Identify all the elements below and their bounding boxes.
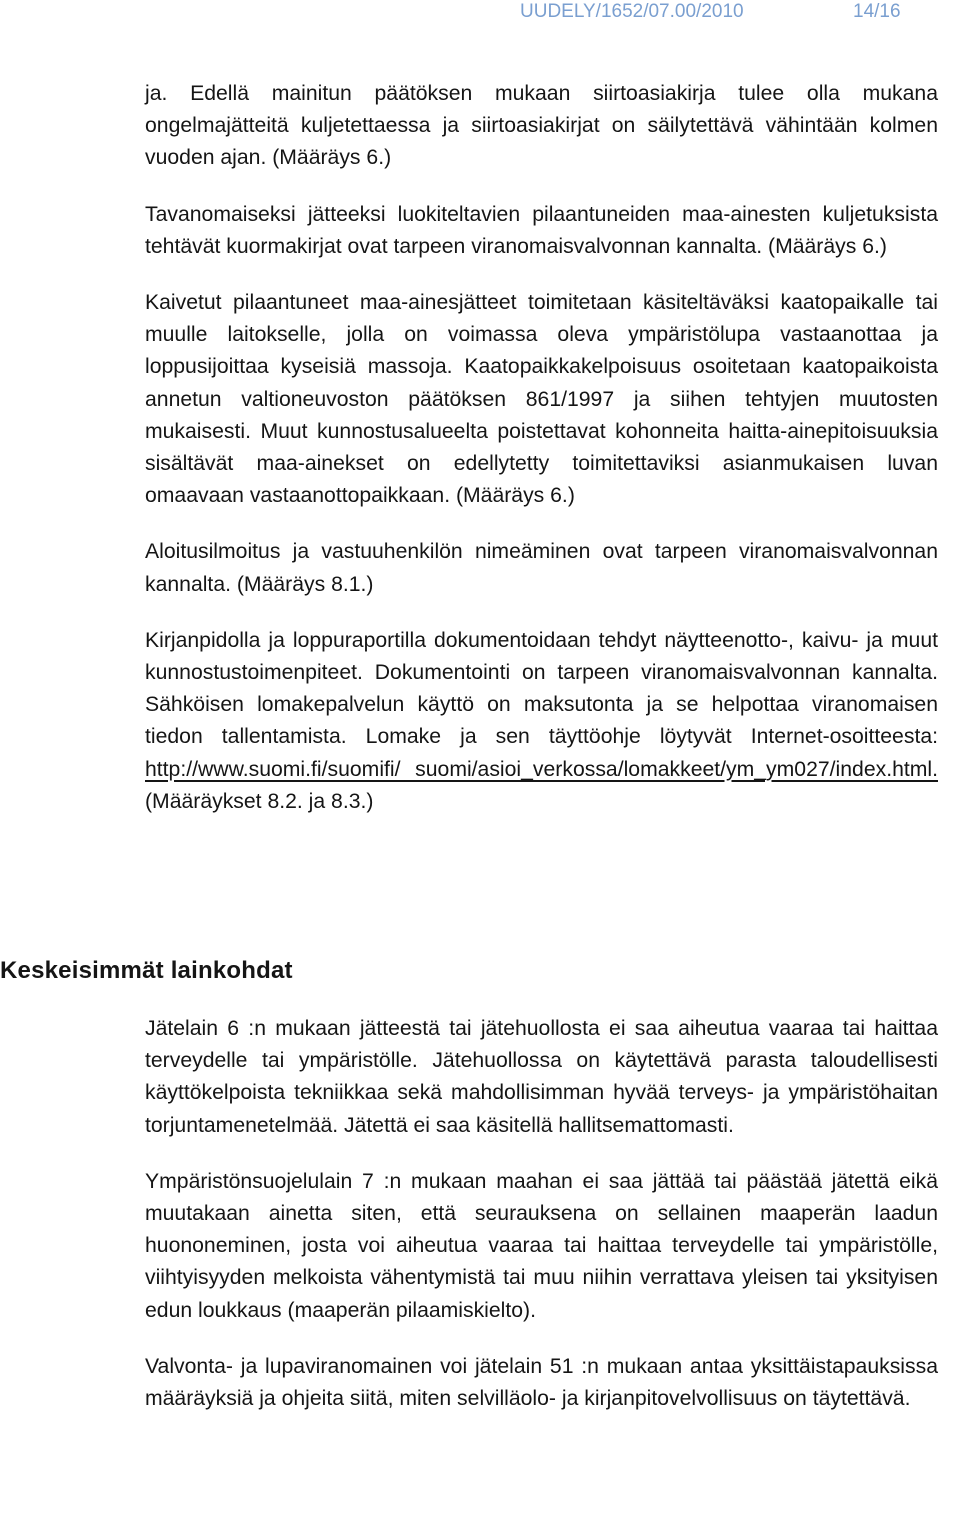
section-heading: Keskeisimmät lainkohdat — [0, 957, 293, 984]
legal-provisions — [145, 1013, 938, 1415]
paragraph-environmental-protection-act: Ympäristönsuojelulain 7 :n mukaan maahan ei saa jättää tai päästää jätettä eikä muutakaan ainetta siten, että seurauksena on sellainen maaperän laadun huononeminen, josta voi aiheutua vaaraa tai haittaa terveydelle tai ympäristölle, viihtyisyyden melkoista vähentymistä tai muu niihin verrattava yleisen tai yksityisen edun loukkaus (maaperän pilaamiskielto). — [145, 1169, 938, 1322]
documentation-reference: (Määräykset 8.2. ja 8.3.) — [145, 789, 374, 813]
paragraph-authority-orders: Valvonta- ja lupaviranomainen voi jätelain 51 :n mukaan antaa yksittäistapauksissa määräyksiä ja ohjeita siitä, miten selvilläolo- ja kirjanpitovelvollisuus on täytettävä. — [145, 1354, 938, 1411]
paragraph-waste-act: Jätelain 6 :n mukaan jätteestä tai jätehuollosta ei saa aiheutua vaaraa tai haittaa terveydelle tai ympäristölle. Jätehuollossa on käytettävä parasta taloudellisesti käyttökelpoista tekniikkaa sekä mahdollisimman hyvää terveys- ja ympäristöhaitan torjuntamenetelmää. Jätettä ei saa käsitellä hallitsemattomasti. — [145, 1017, 938, 1137]
paragraph-excavated-soil: Kaivetut pilaantuneet maa-ainesjätteet toimitetaan käsiteltäväksi kaatopaikalle tai muulle laitokselle, jolla on voimassa oleva ympäristölupa vastaanottaa ja loppusijoittaa kyseisiä massoja. Kaatopaikkakelpoisuus osoitetaan kaatopaikoista annetun valtioneuvoston päätöksen 861/1997 ja siihen tehtyjen muutosten mukaisesti. Muut kunnostusalueelta poistettavat kohonneita haitta-ainepitoisuuksia sisältävät maa-ainekset on edellytetty toimitettaviksi asianmukaisen luvan omaavaan vastaanottopaikkaan. (Määräys 6.) — [145, 291, 938, 508]
main-content — [145, 78, 938, 818]
paragraph-start-notice: Aloitusilmoitus ja vastuuhenkilön nimeäminen ovat tarpeen viranomaisvalvonnan kannalta. (Määräys 8.1.) — [145, 540, 938, 596]
page-header — [0, 0, 960, 26]
document-id: UUDELY/1652/07.00/2010 — [520, 1, 744, 22]
paragraph-documentation — [145, 625, 938, 818]
documentation-text: Kirjanpidolla ja loppuraportilla dokumentoidaan tehdyt näytteenotto-, kaivu- ja muut kunnostustoimenpiteet. Dokumentointi on tarpeen viranomaisvalvonnan kannalta. Sähköisen lomakepalvelun käyttö on maksutonta ja se helpottaa viranomaisen tiedon tallentamista. Lomake ja sen täyttöohje löytyvät Internet-osoitteesta: — [145, 628, 938, 749]
form-service-link[interactable]: http://www.suomi.fi/suomifi/ suomi/asioi_verkossa/lomakkeet/ym_ym027/index.html. — [145, 757, 938, 781]
page-number: 14/16 — [853, 1, 901, 22]
paragraph-transfer-documents: ja. Edellä mainitun päätöksen mukaan siirtoasiakirja tulee olla mukana ongelmajätteitä kuljetettaessa ja siirtoasiakirjat on säilytettävä vähintään kolmen vuoden ajan. (Määräys 6.) — [145, 82, 938, 170]
paragraph-waybills: Tavanomaiseksi jätteeksi luokiteltavien pilaantuneiden maa-ainesten kuljetuksista tehtävät kuormakirjat ovat tarpeen viranomaisvalvonnan kannalta. (Määräys 6.) — [145, 202, 938, 258]
